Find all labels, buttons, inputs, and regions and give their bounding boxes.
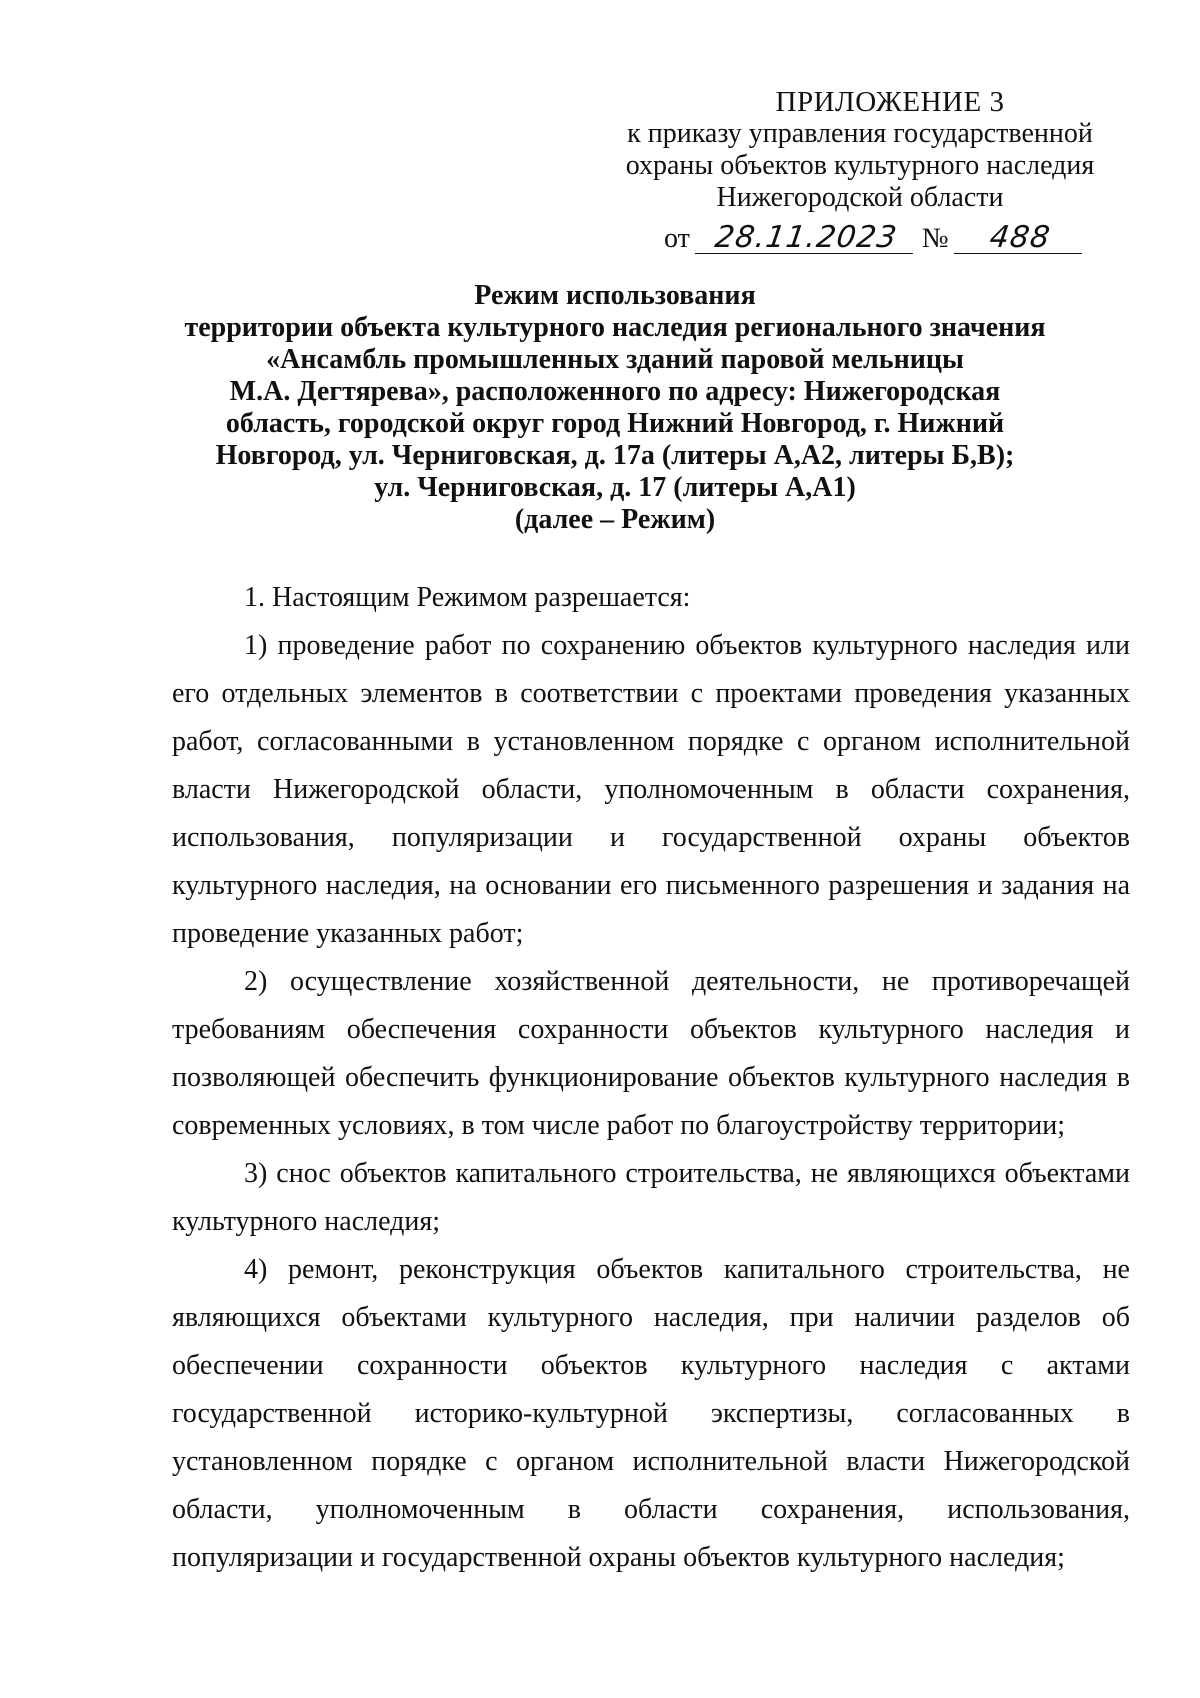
title-line: М.А. Дегтярева», расположенного по адресу: Нижегородская — [229, 376, 1001, 407]
title-line: область, городской округ город Нижний Новгород, г. Нижний — [225, 408, 1005, 439]
title-line: «Ансамбль промышленных зданий паровой мельницы — [266, 344, 964, 375]
body-paragraph: 2) осуществление хозяйственной деятельности, не противоречащей требованиям обеспечения сохранности объектов культурного наследия и позволяющей обеспечить функционирование объектов культурного наследия в современных условиях, в том числе работ по благоустройству территории; — [172, 966, 1130, 1141]
appendix-title: ПРИЛОЖЕНИЕ 3 — [775, 86, 1005, 118]
body-paragraph: 1) проведение работ по сохранению объектов культурного наследия или его отдельных элементов в соответствии с проектами проведения указанных работ, согласованными в установленном порядке с органом исполнительной власти Нижегородской области, уполномоченным в области сохранения, использования, популяризации и государственной охраны объектов культурного наследия, на основании его письменного разрешения и задания на проведение указанных работ; — [172, 630, 1130, 949]
handwritten-date: 28.11.2023 — [695, 223, 917, 254]
appendix-line-1: к приказу управления государственной — [627, 118, 1093, 149]
appendix-line-3: Нижегородской области — [716, 182, 1004, 213]
handwritten-number: 488 — [953, 223, 1085, 254]
from-label: от — [664, 223, 690, 254]
appendix-header — [590, 86, 1130, 214]
title-line: ул. Черниговская, д. 17 (литеры А,А1) — [374, 472, 856, 503]
document-title — [100, 280, 1130, 536]
body-paragraph: 3) снос объектов капитального строительства, не являющихся объектами культурного наследия; — [172, 1158, 1130, 1237]
body-paragraph: 1. Настоящим Режимом разрешается: — [244, 582, 691, 613]
appendix-line-2: охраны объектов культурного наследия — [625, 150, 1095, 181]
number-label: № — [921, 223, 949, 254]
body-paragraph: 4) ремонт, реконструкция объектов капитального строительства, не являющихся объектами культурного наследия, при наличии разделов об обеспечении сохранности объектов культурного наследия с актами государственной историко-культурной экспертизы, согласованных в установленном порядке с органом исполнительной власти Нижегородской области, уполномоченным в области сохранения, использования, популяризации и государственной охраны объектов культурного наследия; — [172, 1254, 1130, 1573]
title-line: Режим использования — [474, 280, 756, 311]
document-body — [172, 574, 1130, 1582]
title-line: территории объекта культурного наследия регионального значения — [184, 312, 1046, 343]
title-line: (далее – Режим) — [514, 504, 716, 535]
order-date-number-line — [664, 220, 1084, 255]
title-line: Новгород, ул. Черниговская, д. 17а (литеры А,А2, литеры Б,В); — [215, 440, 1015, 471]
